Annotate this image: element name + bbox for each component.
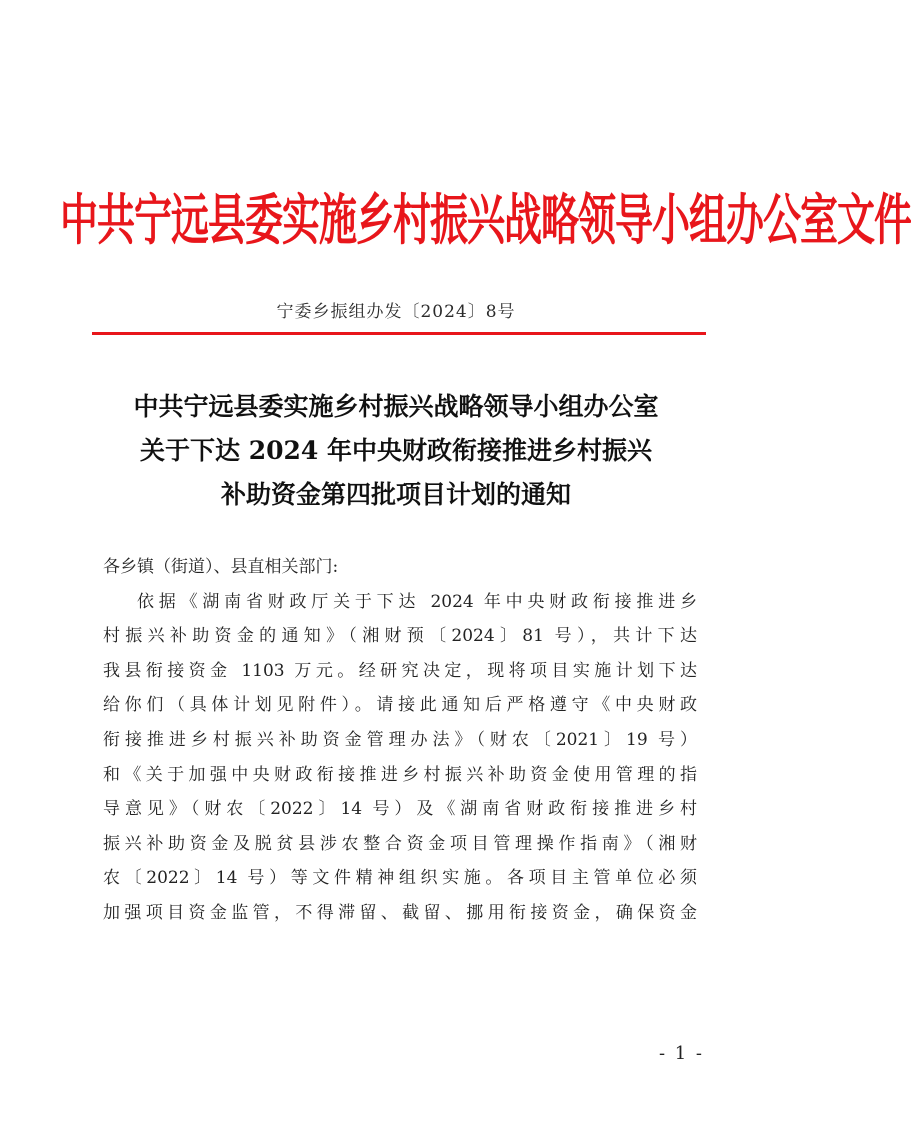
paragraph-line: 和《关于加强中央财政衔接推进乡村振兴补助资金使用管理的指 bbox=[103, 764, 697, 785]
red-divider-line bbox=[92, 332, 706, 335]
salutation: 各乡镇（街道）、县直相关部门: bbox=[103, 557, 339, 577]
paragraph-line: 衔接推进乡村振兴补助资金管理办法》（财农〔2021〕19 号） bbox=[103, 729, 697, 750]
page-number: - 1 - bbox=[658, 1043, 704, 1064]
notice-title-line: 中共宁远县委实施乡村振兴战略领导小组办公室 bbox=[133, 392, 659, 421]
paragraph-line: 加强项目资金监管，不得滞留、截留、挪用衔接资金，确保资金 bbox=[103, 902, 697, 923]
paragraph-line: 振兴补助资金及脱贫县涉农整合资金项目管理操作指南》（湘财 bbox=[103, 833, 697, 854]
paragraph-line: 我县衔接资金 1103 万元。经研究决定，现将项目实施计划下达 bbox=[103, 660, 697, 681]
paragraph-line: 农〔2022〕14 号）等文件精神组织实施。各项目主管单位必须 bbox=[103, 868, 697, 889]
notice-title-line: 补助资金第四批项目计划的通知 bbox=[220, 480, 571, 509]
paragraph-line: 给你们（具体计划见附件）。请接此通知后严格遵守《中央财政 bbox=[103, 695, 697, 716]
notice-title-line: 关于下达 2024 年中央财政衔接推进乡村振兴 bbox=[140, 436, 652, 465]
paragraph-line: 依据《湖南省财政厅关于下达 2024 年中央财政衔接推进乡 bbox=[137, 591, 697, 612]
paragraph-line: 导意见》（财农〔2022〕14 号）及《湖南省财政衔接推进乡村 bbox=[103, 799, 697, 820]
document-number: 宁委乡振组办发〔2024〕8号 bbox=[276, 302, 516, 322]
notice-body bbox=[103, 550, 697, 931]
paragraph-line: 村振兴补助资金的通知》（湘财预〔2024〕81 号），共计下达 bbox=[103, 626, 697, 647]
issuer-header-title: 中共宁远县委实施乡村振兴战略领导小组办公室文件 bbox=[60, 188, 911, 252]
notice-title bbox=[80, 385, 712, 517]
